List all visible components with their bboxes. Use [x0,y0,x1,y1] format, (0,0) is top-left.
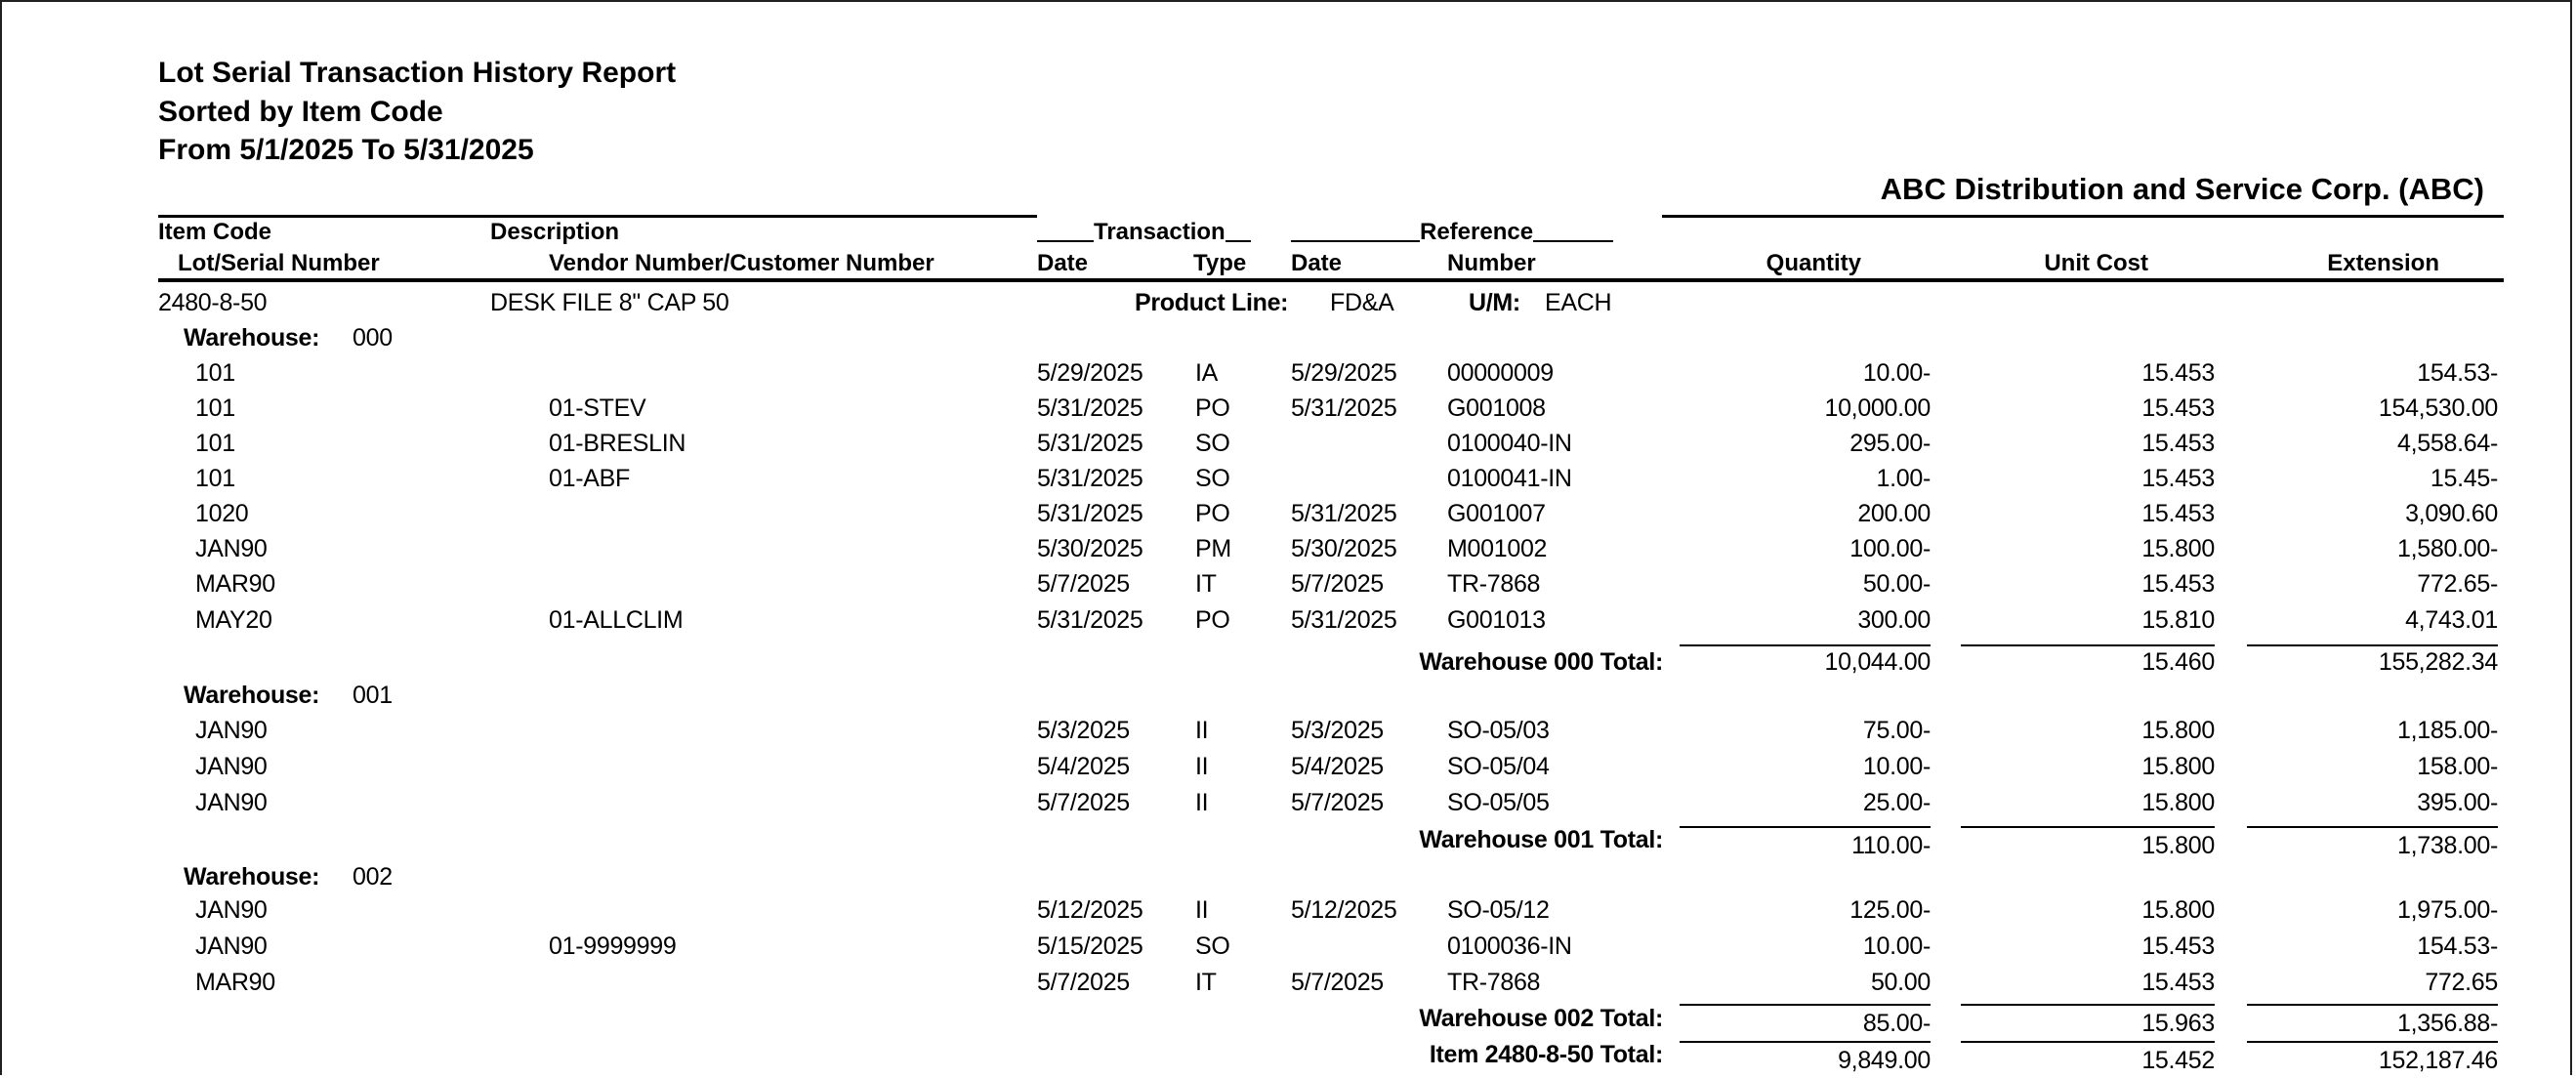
reference-date: 5/3/2025 [1291,717,1384,744]
report-title: Lot Serial Transaction History Report [158,57,677,89]
transaction-type: IT [1195,969,1217,996]
unit-cost: 15.453 [2141,570,2215,598]
extension: 3,090.60 [2405,500,2498,527]
reference-date: 5/31/2025 [1291,394,1397,422]
warehouse-label: Warehouse: [184,324,320,352]
lot-serial-number: JAN90 [195,535,268,562]
warehouse-header [0,678,2576,713]
unit-cost: 15.800 [2141,535,2215,562]
vendor-customer-number: 01-9999999 [549,933,677,960]
table-row [0,965,2576,1000]
header-transaction-date: Date [1037,250,1089,276]
unit-cost: 15.453 [2141,394,2215,422]
item-total-unit-cost: 15.452 [2141,1047,2215,1074]
extension: 772.65 [2425,969,2498,996]
lot-serial-number: JAN90 [195,933,268,960]
transaction-type: SO [1195,933,1230,960]
header-unit-cost: Unit Cost [2044,250,2148,276]
lot-serial-number: MAR90 [195,570,275,598]
total-unit-cost: 15.963 [2141,1010,2215,1037]
total-quantity: 85.00- [1862,1010,1931,1037]
quantity: 1.00- [1876,465,1931,492]
transaction-date: 5/7/2025 [1037,969,1130,996]
reference-number: G001007 [1447,500,1546,527]
quantity: 295.00- [1849,430,1931,457]
header-description: Description [490,219,620,245]
transaction-date: 5/7/2025 [1037,570,1130,598]
total-quantity: 110.00- [1851,832,1931,859]
total-unit-cost: 15.460 [2141,648,2215,676]
item-total-row [0,1037,2576,1072]
header-transaction-group [1037,219,1251,246]
report-sort-line: Sorted by Item Code [158,96,443,128]
header-lot-serial: Lot/Serial Number [178,250,380,276]
extension: 4,558.64- [2397,430,2498,457]
lot-serial-number: 101 [195,465,235,492]
table-row [0,566,2576,601]
transaction-date: 5/31/2025 [1037,606,1143,634]
transaction-date: 5/4/2025 [1037,753,1130,780]
item-code: 2480-8-50 [158,289,268,316]
item-total-extension: 152,187.46 [2378,1047,2498,1074]
extension: 1,975.00- [2397,896,2498,924]
transaction-type: SO [1195,430,1230,457]
transaction-date: 5/15/2025 [1037,933,1143,960]
header-rule-bottom [158,278,2504,282]
header-rule-right [1662,215,2504,218]
reference-number: 00000009 [1447,359,1554,387]
reference-date: 5/7/2025 [1291,789,1384,816]
warehouse-total-row [0,822,2576,857]
table-row [0,713,2576,748]
vendor-customer-number: 01-ABF [549,465,630,492]
warehouse-total-label: Warehouse 002 Total: [1419,1005,1663,1032]
table-row [0,426,2576,461]
extension: 1,185.00- [2397,717,2498,744]
table-row [0,391,2576,426]
warehouse-label: Warehouse: [184,863,320,891]
warehouse-code: 002 [353,863,393,891]
product-line-value: FD&A [1330,289,1394,316]
transaction-date: 5/12/2025 [1037,896,1143,924]
transaction-date: 5/31/2025 [1037,465,1143,492]
reference-number: 0100036-IN [1447,933,1572,960]
vendor-customer-number: 01-ALLCLIM [549,606,684,634]
table-row [0,602,2576,638]
item-row [0,285,2576,320]
quantity: 75.00- [1862,717,1931,744]
unit-cost: 15.453 [2141,465,2215,492]
transaction-type: PO [1195,606,1230,634]
transaction-type: II [1195,789,1209,816]
transaction-date: 5/31/2025 [1037,394,1143,422]
header-rule-left [158,215,1037,218]
item-total-label: Item 2480-8-50 Total: [1429,1041,1663,1068]
quantity: 50.00- [1862,570,1931,598]
transaction-type: PO [1195,500,1230,527]
transaction-type: PO [1195,394,1230,422]
reference-date: 5/29/2025 [1291,359,1397,387]
table-row [0,929,2576,964]
unit-cost: 15.453 [2141,969,2215,996]
quantity: 10.00- [1862,753,1931,780]
reference-number: M001002 [1447,535,1548,562]
extension: 395.00- [2417,789,2498,816]
unit-cost: 15.453 [2141,430,2215,457]
total-extension: 1,738.00- [2397,832,2498,859]
transaction-type: SO [1195,465,1230,492]
transaction-date: 5/29/2025 [1037,359,1143,387]
lot-serial-number: 101 [195,430,235,457]
lot-serial-number: 101 [195,359,235,387]
header-reference-number: Number [1447,250,1536,276]
header-reference-date: Date [1291,250,1343,276]
transaction-type: PM [1195,535,1231,562]
warehouse-total-label: Warehouse 001 Total: [1419,826,1663,853]
transaction-date: 5/31/2025 [1037,500,1143,527]
lot-serial-number: JAN90 [195,896,268,924]
reference-date: 5/30/2025 [1291,535,1397,562]
reference-date: 5/31/2025 [1291,606,1397,634]
unit-cost: 15.800 [2141,896,2215,924]
total-quantity: 10,044.00 [1824,648,1931,676]
reference-date: 5/7/2025 [1291,969,1384,996]
reference-number: 0100040-IN [1447,430,1572,457]
lot-serial-number: MAY20 [195,606,272,634]
item-description: DESK FILE 8" CAP 50 [490,289,729,316]
transaction-date: 5/31/2025 [1037,430,1143,457]
extension: 772.65- [2417,570,2498,598]
extension: 154.53- [2417,359,2498,387]
unit-cost: 15.453 [2141,359,2215,387]
warehouse-label: Warehouse: [184,682,320,709]
unit-cost: 15.800 [2141,753,2215,780]
company-name: ABC Distribution and Service Corp. (ABC) [1880,172,2484,206]
table-row [0,496,2576,531]
table-row [0,461,2576,496]
table-row [0,785,2576,820]
quantity: 10.00- [1862,359,1931,387]
lot-serial-number: JAN90 [195,789,268,816]
header-reference-group [1291,219,1613,246]
lot-serial-number: JAN90 [195,717,268,744]
lot-serial-number: 101 [195,394,235,422]
extension: 15.45- [2430,465,2498,492]
warehouse-code: 001 [353,682,393,709]
warehouse-total-row [0,644,2576,680]
extension: 1,580.00- [2397,535,2498,562]
transaction-date: 5/7/2025 [1037,789,1130,816]
lot-serial-number: 1020 [195,500,249,527]
lot-serial-number: MAR90 [195,969,275,996]
header-transaction-label: Transaction [1094,219,1226,245]
unit-cost: 15.810 [2141,606,2215,634]
header-item-code: Item Code [158,219,272,245]
reference-number: TR-7868 [1447,969,1541,996]
reference-date: 5/7/2025 [1291,570,1384,598]
quantity: 100.00- [1849,535,1931,562]
quantity: 300.00 [1857,606,1931,634]
quantity: 10,000.00 [1824,394,1931,422]
transaction-type: IT [1195,570,1217,598]
um-value: EACH [1545,289,1612,316]
unit-cost: 15.453 [2141,933,2215,960]
report-date-range: From 5/1/2025 To 5/31/2025 [158,134,534,166]
vendor-customer-number: 01-BRESLIN [549,430,686,457]
table-row [0,355,2576,391]
header-reference-label: Reference [1420,219,1534,245]
warehouse-header [0,320,2576,355]
unit-cost: 15.800 [2141,717,2215,744]
reference-number: TR-7868 [1447,570,1541,598]
transaction-type: II [1195,896,1209,924]
item-total-quantity: 9,849.00 [1838,1047,1931,1074]
table-row [0,531,2576,566]
quantity: 25.00- [1862,789,1931,816]
transaction-date: 5/3/2025 [1037,717,1130,744]
header-vendor-customer: Vendor Number/Customer Number [549,250,935,276]
warehouse-code: 000 [353,324,393,352]
transaction-date: 5/30/2025 [1037,535,1143,562]
transaction-type: IA [1195,359,1219,387]
reference-number: 0100041-IN [1447,465,1572,492]
extension: 4,743.01 [2405,606,2498,634]
reference-date: 5/4/2025 [1291,753,1384,780]
reference-number: SO-05/05 [1447,789,1550,816]
total-unit-cost: 15.800 [2141,832,2215,859]
quantity: 50.00 [1870,969,1931,996]
header-transaction-type: Type [1193,250,1247,276]
warehouse-header [0,859,2576,894]
reference-date: 5/12/2025 [1291,896,1397,924]
reference-date: 5/31/2025 [1291,500,1397,527]
reference-number: SO-05/04 [1447,753,1550,780]
lot-serial-number: JAN90 [195,753,268,780]
total-extension: 1,356.88- [2397,1010,2498,1037]
transaction-type: II [1195,753,1209,780]
reference-number: SO-05/03 [1447,717,1550,744]
unit-cost: 15.453 [2141,500,2215,527]
extension: 154,530.00 [2378,394,2498,422]
table-row [0,892,2576,928]
reference-number: G001013 [1447,606,1546,634]
quantity: 125.00- [1849,896,1931,924]
product-line-label: Product Line: [1135,289,1289,316]
unit-cost: 15.800 [2141,789,2215,816]
table-row [0,749,2576,784]
header-quantity: Quantity [1766,250,1861,276]
warehouse-total-row [0,1001,2576,1036]
extension: 158.00- [2417,753,2498,780]
transaction-type: II [1195,717,1209,744]
header-extension: Extension [2327,250,2439,276]
quantity: 200.00 [1857,500,1931,527]
extension: 154.53- [2417,933,2498,960]
reference-number: G001008 [1447,394,1546,422]
warehouse-total-label: Warehouse 000 Total: [1419,648,1663,676]
reference-number: SO-05/12 [1447,896,1550,924]
um-label: U/M: [1469,289,1520,316]
total-extension: 155,282.34 [2378,648,2498,676]
vendor-customer-number: 01-STEV [549,394,646,422]
quantity: 10.00- [1862,933,1931,960]
